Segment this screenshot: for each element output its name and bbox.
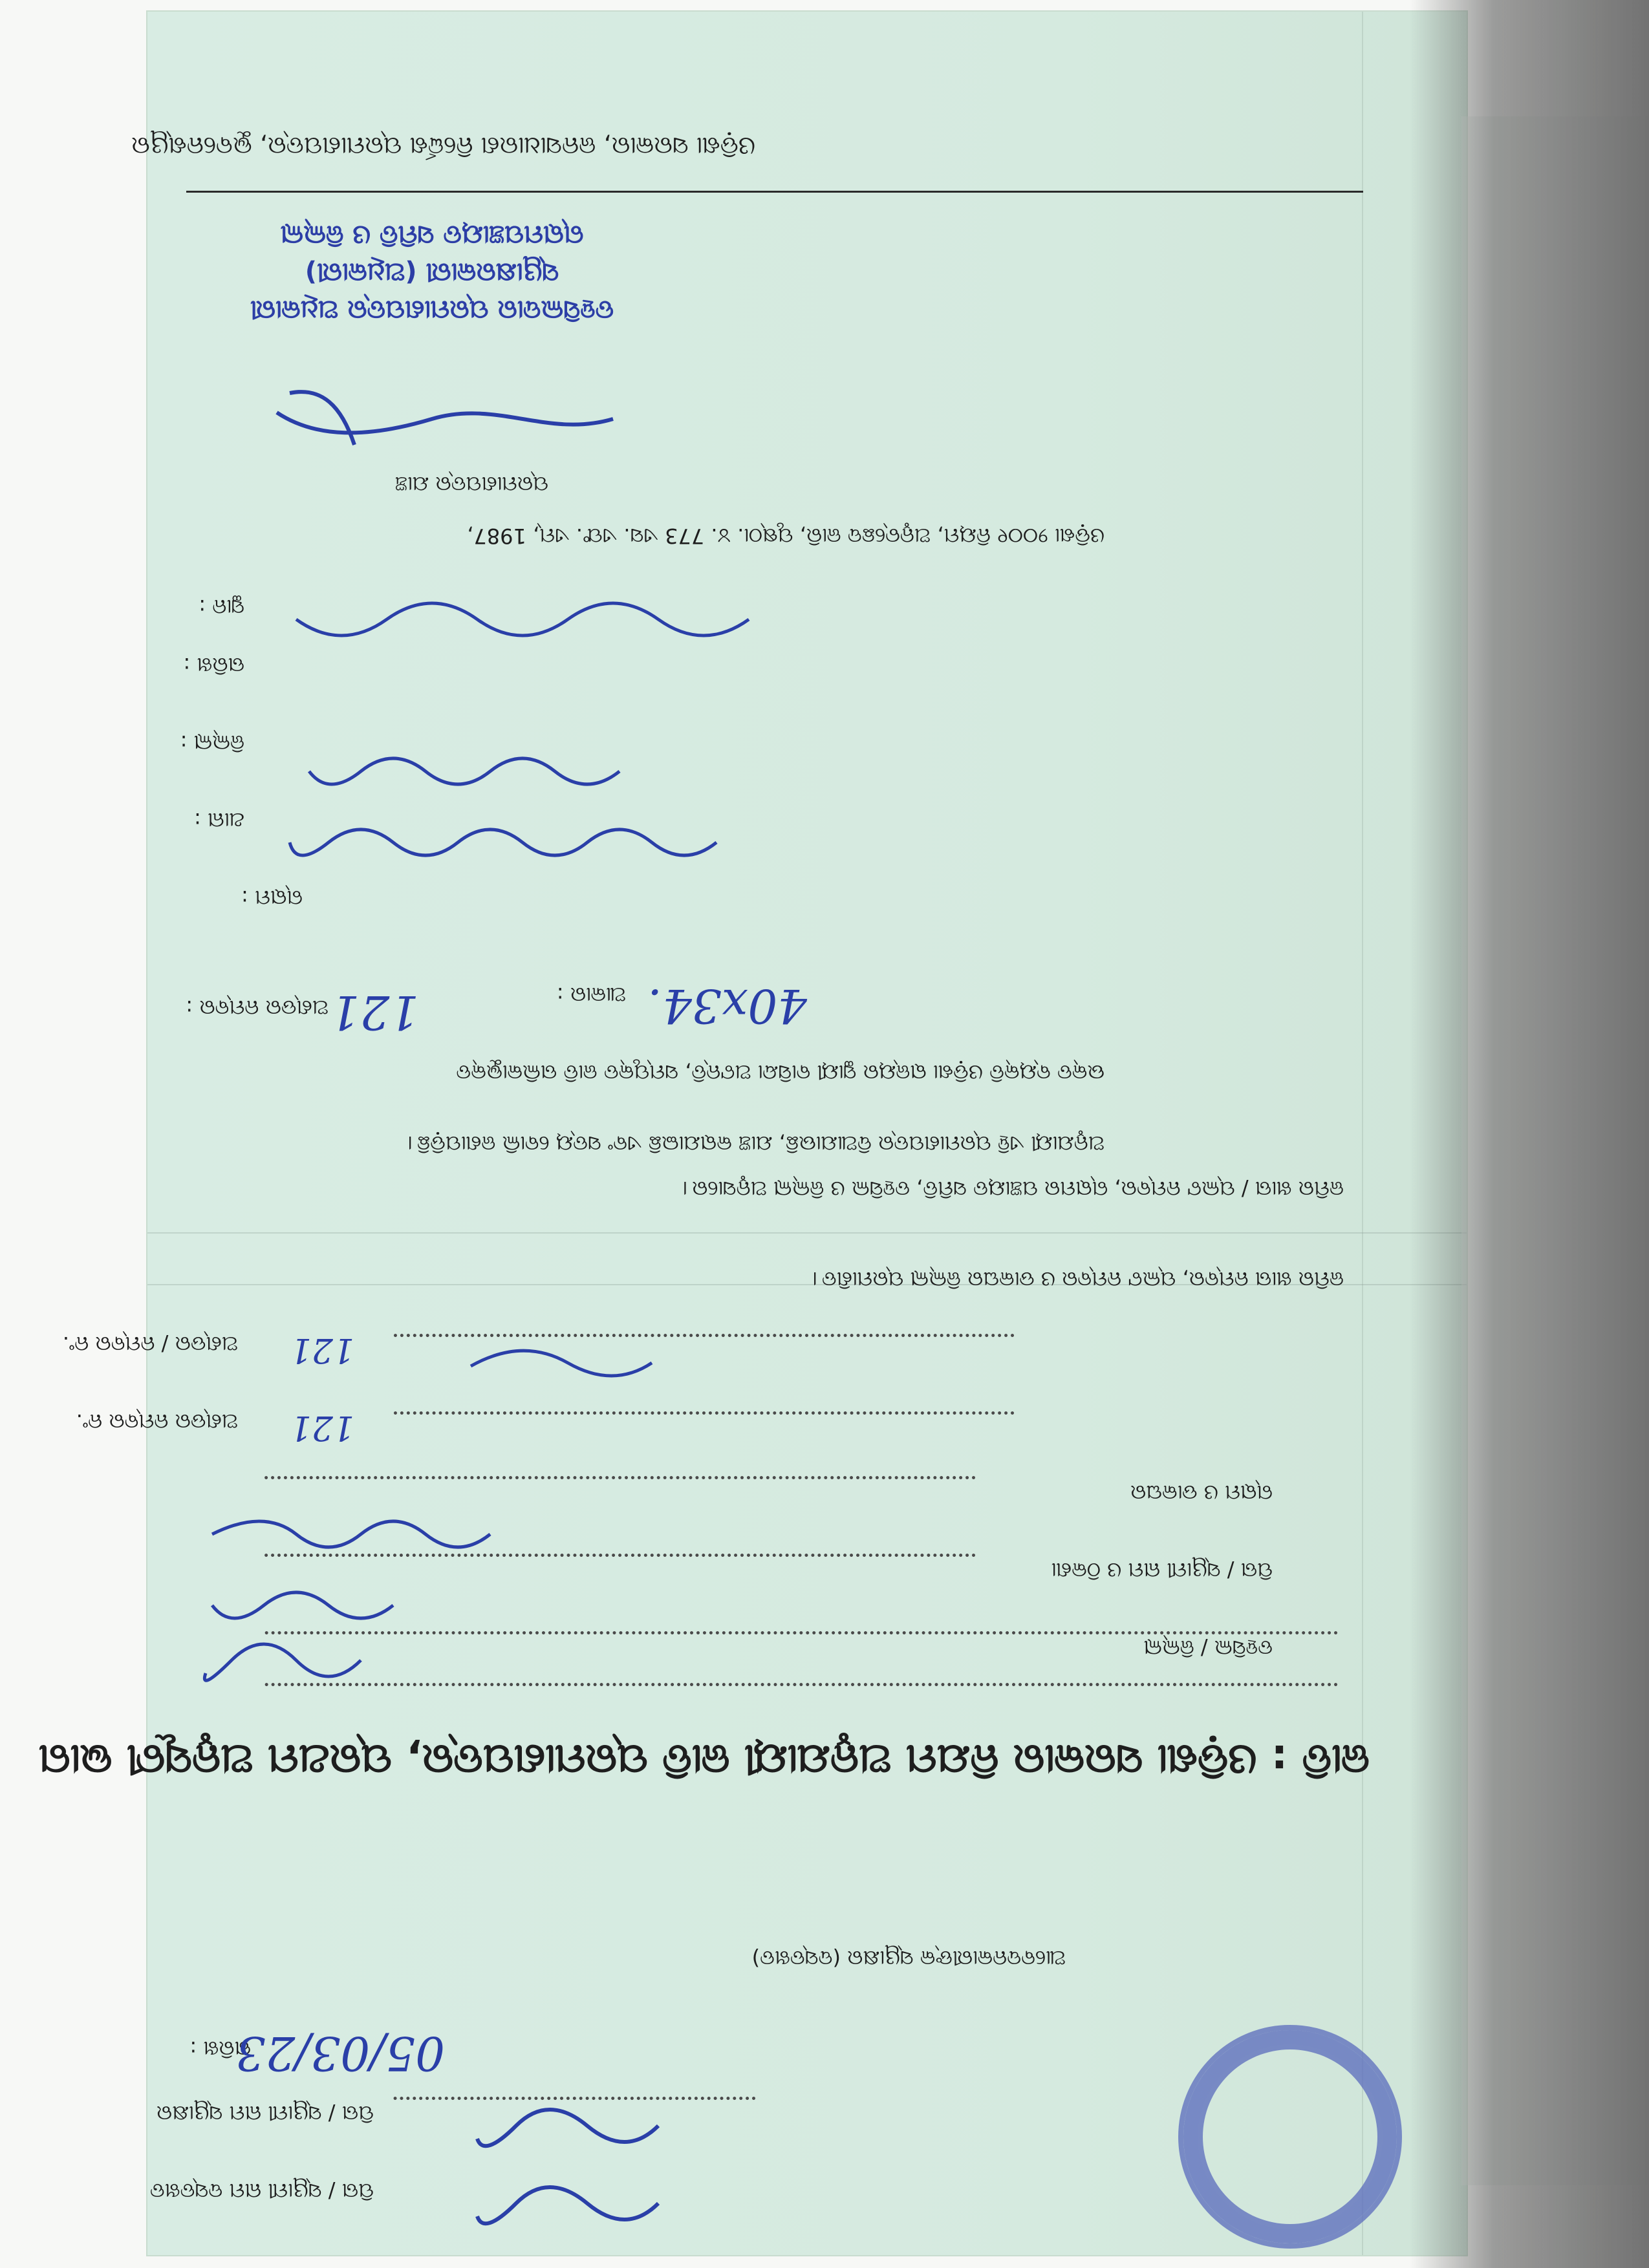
- fold-crease: [147, 1232, 1467, 1234]
- fold-shadow: [1410, 0, 1649, 2268]
- officer-stamp: [186, 216, 678, 328]
- issue-rule: ଓଡ଼ିଶା ୨୦୦୧ ନିୟମ, ଅନୁଚ୍ଛେଦ ଜାରି, ପୃଷ୍ଠା. ୪. 773 ଏସ. ଏଫ. ଏମ୍, 1987,: [467, 524, 1105, 548]
- officer-signature: [264, 367, 626, 464]
- handwritten-place: [290, 581, 755, 658]
- official-seal: [1178, 2025, 1402, 2249]
- handwritten-number-note: [464, 1343, 658, 1395]
- certificate-content-upside-down: [38, 12, 1467, 2255]
- dotted-line: [393, 1334, 1014, 1337]
- dotted-line: [393, 1411, 1014, 1415]
- handwritten-field-3: [199, 1621, 367, 1699]
- stamp-line: ସ୍ୱାକ୍ଷରକାରୀ (ଅଧିକାରୀ): [305, 257, 559, 287]
- number-label-1: ଅଣ୍ଡର / ନମ୍ବର ନଂ.: [62, 1332, 238, 1356]
- place-label: ସ୍ଥାନ :: [199, 595, 244, 619]
- district-label: ଜିଲ୍ଲା :: [180, 731, 244, 755]
- date-label-footer: ତାରିଖ :: [189, 2037, 251, 2061]
- header-rule: [186, 191, 1363, 193]
- handwritten-district: [303, 742, 626, 800]
- field-2-label: ଗ୍ରାମ ଓ ଡାକଘର: [1130, 1481, 1273, 1505]
- size-value: 40x34.: [647, 979, 807, 1033]
- statement-line-1: ଉକ୍ତ ବ୍ୟକ୍ତି ଓଡ଼ିଶା ରାଜ୍ୟର ସ୍ଥାୟୀ ବାସିନ୍ଦା ଅଟନ୍ତି, ସମ୍ପୃକ୍ତ ଜାତି ତାଲିକାଭୁକ୍ତ: [456, 1060, 1105, 1085]
- number-value-1: 121: [290, 1331, 354, 1369]
- dotted-line: [264, 1683, 1337, 1686]
- statement-line-2: ଅନୁଯାୟୀ ଏହି ପ୍ରମାଣପତ୍ର ଦିଆଯାଉଛି, ଯାଞ୍ଚ କରାଯାଇଛି ଏବଂ ସତ୍ୟ ବୋଲି ଜଣାପଡ଼ିଛି।: [407, 1131, 1105, 1156]
- fold-crease-vertical: [1362, 12, 1363, 2255]
- size-label: ଆକାର :: [556, 983, 626, 1007]
- date-value: 05/03/23: [235, 2026, 445, 2081]
- serial-value: 121: [330, 985, 419, 1040]
- footer-print: ଆବେଦନକାରୀଙ୍କ ସ୍ୱାକ୍ଷର (ଦସ୍ତଖତ): [751, 1946, 1066, 1971]
- field-1-label: ପିତା / ସ୍ୱାମୀ ନାମ ଓ ଠିକଣା: [1051, 1558, 1273, 1583]
- sign-label-1: ପିତା / ସ୍ୱାମୀ ନାମ ସ୍ୱାକ୍ଷର: [156, 2101, 374, 2126]
- applicant-signature: [471, 2093, 665, 2165]
- statement-line-3: ଜମିର ଖାତା / ପ୍ଲଟ ନମ୍ବର, ଗ୍ରାମର ପଞ୍ଚାୟତ ସମିତି, ତହସିଲ ଓ ଜିଲ୍ଲା ଅନୁସାରେ।: [682, 1177, 1344, 1201]
- thana-label: ଥାନା :: [194, 808, 244, 833]
- village-label: ଗ୍ରାମ :: [241, 886, 303, 910]
- dotted-line: [264, 1631, 1337, 1634]
- field-3-label: ତହସିଲ / ଜିଲ୍ଲା: [1143, 1636, 1273, 1660]
- header-print: ଓଡ଼ିଶା ସରକାର, ଜନସାଧାରଣ ନିର୍ଦ୍ଦେଶ ପ୍ରମାଣପତ୍ର, ଭୁବନେଶ୍ୱର: [131, 132, 755, 160]
- sign-label-2: ପିତା / ସ୍ୱାମୀ ନାମ ଦସ୍ତଖତ: [149, 2179, 374, 2203]
- serial-label: ଅଣ୍ଡର ନମ୍ବର :: [186, 996, 329, 1020]
- applicant-signature-2: [471, 2171, 665, 2242]
- handwritten-thana: [283, 813, 723, 872]
- stamp-line: ଗ୍ରାମପଞ୍ଚାୟତ ସମିତି ଓ ଜିଲ୍ଲା: [280, 220, 584, 250]
- title-line: ଜାତି : ଓଡ଼ିଶା ସରକାର ନିଯମ ଅନୁଯାୟୀ ଜାତି ପ୍ରମାଣପତ୍ର, ପ୍ରଥମ ଅନୁସୂଚୀ ଭାଗ: [38, 1735, 1370, 1783]
- statement-line-4: ଜମିର ଖାତା ନମ୍ବର, ପ୍ଲଟ ନମ୍ବର ଓ ଡାକଘର ଜିଲ୍ଲା ପ୍ରମାଣିତ।: [812, 1267, 1344, 1292]
- verify-label: ପ୍ରମାଣପତ୍ର ଯାଞ୍ଚ: [394, 472, 548, 497]
- dotted-line: [264, 1554, 975, 1557]
- number-value-2: 121: [290, 1408, 354, 1447]
- stamp-line: ତହସିଲଦାର ପ୍ରମାଣପତ୍ର ଅଧିକାରୀ: [250, 295, 614, 325]
- number-label-2: ଅଣ୍ଡର ନମ୍ବର ନଂ.: [76, 1409, 238, 1434]
- dotted-line: [264, 1476, 975, 1479]
- date-label: ତାରିଖ :: [183, 653, 244, 678]
